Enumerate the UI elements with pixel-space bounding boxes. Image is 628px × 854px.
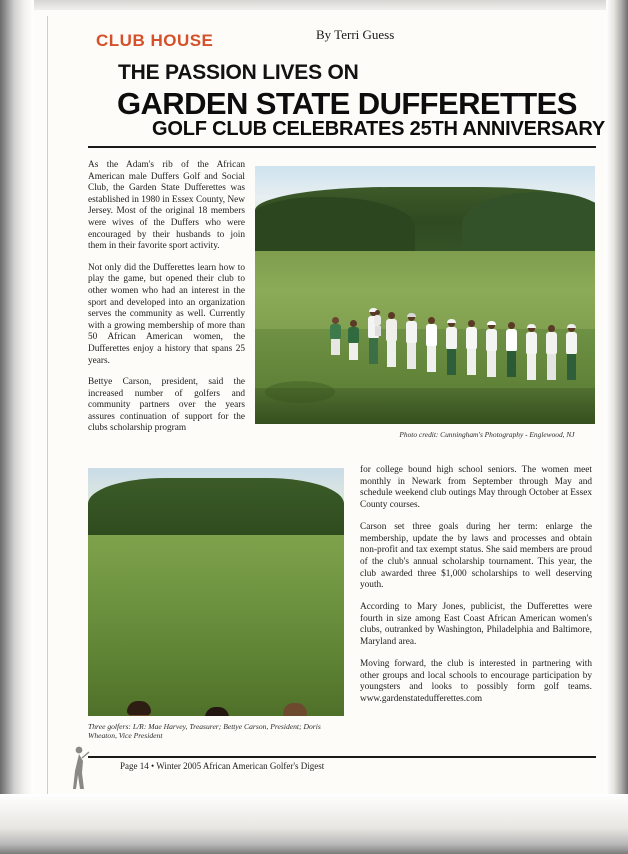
section-label: CLUB HOUSE xyxy=(96,31,214,50)
paragraph: As the Adam's rib of the African American male Duffers Golf and Social Club, the Garden State Dufferettes was established in 1980 in Essex County, New Jersey. Most of the original 18 members were wives of the Duffers who were encouraged by their husbands to join them in their favorite sport activity. xyxy=(88,160,245,252)
scan-right-edge xyxy=(606,0,628,854)
footer-text: Page 14 • Winter 2005 African American Golfer's Digest xyxy=(120,761,325,771)
photo-person xyxy=(485,322,498,380)
three-golfers-photo xyxy=(88,468,344,716)
paragraph: According to Mary Jones, publicist, the Dufferettes were fourth in size among East Coast African American women's clubs, outranked by Washington, Philadelphia and Baltimore, Maryland area. xyxy=(360,602,592,648)
photo-credit-top: Photo credit: Cunningham's Photography - Englewood, NJ xyxy=(399,430,575,439)
photo-grass xyxy=(88,535,344,716)
photo-person xyxy=(329,317,342,357)
header-divider xyxy=(88,146,596,148)
photo-person-distant xyxy=(373,310,382,336)
golfer-silhouette-icon xyxy=(70,745,92,791)
article-right-column xyxy=(360,465,592,716)
photo-person xyxy=(347,320,360,362)
scan-left-edge xyxy=(0,0,34,854)
paragraph: Bettye Carson, president, said the increased number of golfers and community partners over the years assures continuation of support for the clubs scholarship program xyxy=(88,377,245,434)
paragraph: Moving forward, the club is interested in partnering with other groups and local schools to encourage participation by youngsters and looks to possibly form golf teams. www.gardenstatedufferettes.com xyxy=(360,658,592,704)
photo-treeline xyxy=(88,478,344,542)
photo-person xyxy=(465,320,478,378)
page-title: GARDEN STATE DUFFERETTES xyxy=(117,86,577,121)
photo-person xyxy=(385,312,398,370)
photo-person xyxy=(425,317,438,375)
footer-divider xyxy=(88,756,596,758)
scan-bottom-edge xyxy=(0,794,628,854)
page-spine-line xyxy=(47,16,48,796)
group-photo xyxy=(255,166,595,424)
paragraph: Not only did the Dufferettes learn how to play the game, but opened their club to other women who had an interest in the sport and developed into an organization serves the community as well. Currently with a growing membership of more than 50 African American women, the Dufferettes enjoy a history that spans 25 years. xyxy=(88,262,245,366)
photo-person xyxy=(565,325,578,383)
photo-person xyxy=(405,314,418,372)
paragraph: for college bound high school seniors. The women meet monthly in Newark from September through May and schedule weekend club outings May through October at Essex County courses. xyxy=(360,465,592,511)
photo-person xyxy=(445,320,458,378)
photo-person xyxy=(505,322,518,380)
paragraph: Carson set three goals during her term: enlarge the membership, update the by laws and processes and obtain non-profit and tax exempt status. She said members are proud of the club's annual scholarship tournament. This year, the club awarded three $1,000 scholarships to well deserving youth. xyxy=(360,521,592,591)
photo-person xyxy=(525,325,538,383)
headline-subtitle: GOLF CLUB CELEBRATES 25TH ANNIVERSARY xyxy=(152,118,606,140)
headline-kicker: THE PASSION LIVES ON xyxy=(118,61,359,84)
article-left-column xyxy=(88,160,245,445)
byline: By Terri Guess xyxy=(316,27,395,42)
photo-person xyxy=(545,325,558,383)
photo-caption-bottom: Three golfers: L/R: Mae Harvey, Treasurer; Bettye Carson, President; Doris Wheaton, Vice President xyxy=(88,722,321,741)
